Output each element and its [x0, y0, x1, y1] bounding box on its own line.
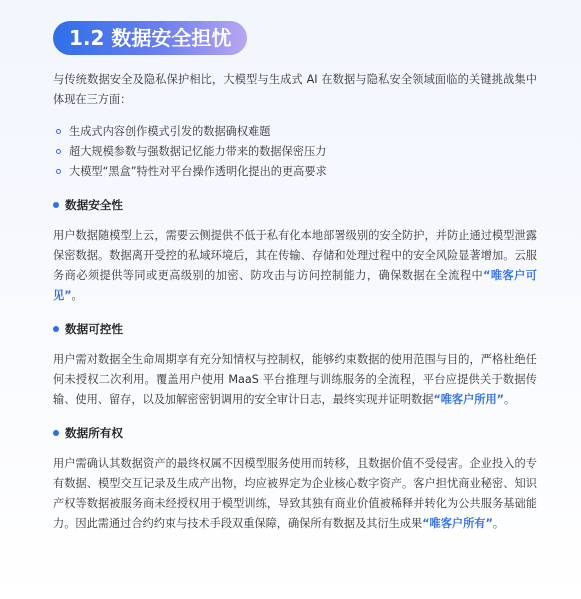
bullet-dot-icon: [53, 202, 59, 208]
bullet-circle-icon: [56, 169, 61, 174]
bullet-circle-icon: [56, 129, 61, 134]
bullet-dot-icon: [53, 430, 59, 436]
section-heading-ownership: [53, 424, 537, 442]
section-heading-controllability: [53, 320, 537, 338]
list-item-text: 生成式内容创作模式引发的数据确权难题: [69, 125, 271, 138]
document-content: [53, 70, 537, 548]
section-heading-security: [53, 196, 537, 214]
section-body-tail: 。: [492, 517, 505, 530]
list-item: [53, 142, 537, 162]
section-body-controllability: [53, 350, 537, 410]
highlight-text: “唯客户所用”: [433, 393, 505, 406]
intro-paragraph: 与传统数据安全及隐私保护相比，大模型与生成式 AI 在数据与隐私安全领域面临的关键挑战集中体现在三方面：: [53, 73, 537, 106]
highlight-text: “唯客户所有”: [422, 517, 493, 530]
list-item: [53, 162, 537, 182]
list-item: [53, 122, 537, 142]
list-item-text: 大模型“黑盒”特性对平台操作透明化提出的更高要求: [69, 165, 327, 178]
section-body-text: 用户需确认其数据资产的最终权属不因模型服务使用而转移，且数据价值不受侵害。企业投入的专有数据、模型交互记录及生成产出物，均应被界定为企业核心数字资产。客户担忧商业秘密、知识产权等数据被服务商未经授权用于模型训练，导致其独有商业价值被稀释并转化为公共服务基础能力。因此需通过合约约束与技术手段双重保障，确保所有数据及其衍生成果: [53, 457, 537, 530]
list-item-text: 超大规模参数与强数据记忆能力带来的数据保密压力: [69, 145, 327, 158]
section-heading-text: 数据可控性: [65, 322, 123, 336]
section-body-tail: 。: [71, 289, 83, 302]
section-body-ownership: [53, 454, 537, 534]
challenge-list: [53, 122, 537, 182]
section-body-text: 用户数据随模型上云，需要云侧提供不低于私有化本地部署级别的安全防护，并防止通过模型泄露保密数据。数据离开受控的私域环境后，其在传输、存储和处理过程中的安全风险显著增加。云服务商必须提供等同或更高级别的加密、防攻击与访问控制能力，确保数据在全流程中: [53, 229, 537, 282]
highlight-text: “唯客户可见”: [53, 269, 537, 302]
section-title: 1.2 数据安全担忧: [53, 21, 247, 55]
bullet-circle-icon: [56, 149, 61, 154]
section-body-security: [53, 226, 537, 306]
section-heading-text: 数据安全性: [65, 198, 123, 212]
section-heading-text: 数据所有权: [65, 426, 123, 440]
section-body-tail: 。: [504, 393, 516, 406]
bullet-dot-icon: [53, 326, 59, 332]
section-body-text: 用户需对数据全生命周期享有充分知情权与控制权，能够约束数据的使用范围与目的，严格杜绝任何未授权二次利用。覆盖用户使用 MaaS 平台推理与训练服务的全流程，平台应提供关于数据传输、使用、留存，以及加解密密钥调用的安全审计日志，最终实现并证明数据: [53, 353, 537, 406]
